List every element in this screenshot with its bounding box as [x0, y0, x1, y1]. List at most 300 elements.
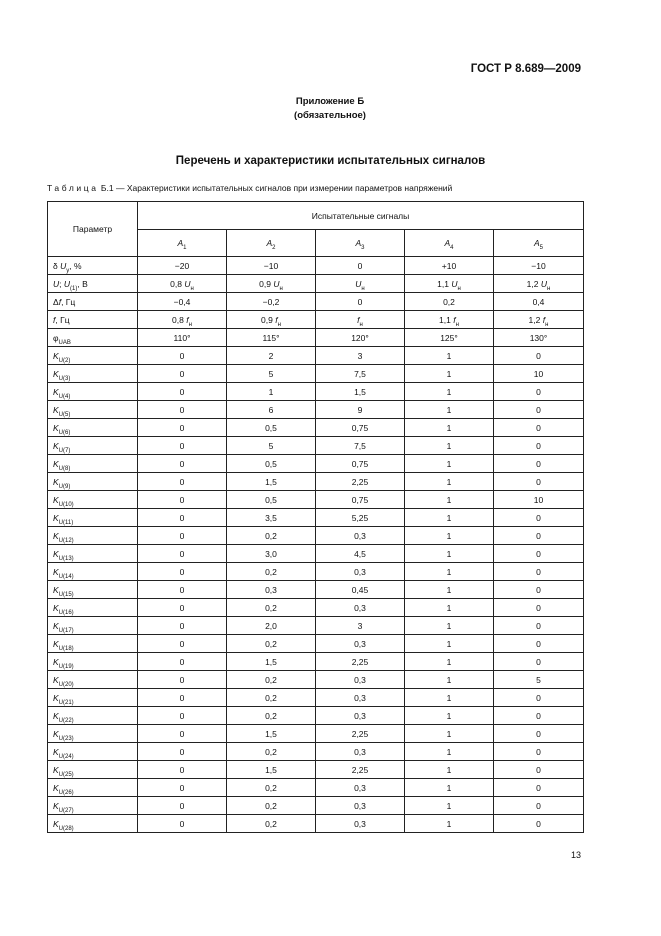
value-cell: 0,2: [227, 635, 316, 653]
value-cell: 0,3: [316, 707, 405, 725]
value-subscript: н: [361, 285, 365, 292]
value-variable: U: [540, 278, 547, 289]
param-variable: U: [60, 260, 67, 271]
value-cell: 1: [405, 689, 494, 707]
value-cell: +10: [405, 257, 494, 275]
table-row: [48, 779, 584, 797]
value-cell: 0,2: [227, 689, 316, 707]
value-variable: U: [273, 278, 280, 289]
table-caption-text: — Характеристики испытательных сигналов при измерении параметров напряжений: [115, 183, 453, 193]
table-row: [48, 797, 584, 815]
signal-subscript: 1: [183, 245, 187, 251]
value-variable: U: [184, 278, 191, 289]
param-variable: K: [53, 746, 59, 757]
value-cell: 0: [138, 581, 227, 599]
value-cell: 0: [138, 437, 227, 455]
param-variable: K: [53, 800, 59, 811]
table-caption: [47, 183, 452, 193]
table-row: [48, 545, 584, 563]
value-cell: 0: [138, 563, 227, 581]
value-cell: 0: [494, 779, 584, 797]
value-cell: −20: [138, 257, 227, 275]
signal-letter: A: [444, 238, 451, 248]
param-subscript: U(5): [58, 411, 71, 418]
param-variable: K: [53, 674, 59, 685]
value-cell: 1: [405, 779, 494, 797]
value-cell: 1: [405, 383, 494, 401]
value-cell: 0: [494, 707, 584, 725]
value-cell: 0: [494, 689, 584, 707]
value-cell: [494, 275, 584, 293]
value-cell: 130°: [494, 329, 584, 347]
param-cell: [48, 437, 138, 455]
table-row: [48, 491, 584, 509]
value-cell: 0: [138, 779, 227, 797]
param-variable: K: [53, 458, 59, 469]
appendix-status: (обязательное): [294, 110, 366, 121]
signal-letter: A: [533, 238, 540, 248]
value-cell: 1: [405, 599, 494, 617]
param-variable: K: [53, 548, 59, 559]
value-cell: 0: [138, 365, 227, 383]
value-cell: 0: [494, 455, 584, 473]
value-cell: 1: [405, 815, 494, 833]
param-subscript: U(26): [58, 789, 74, 796]
param-variable: U: [63, 278, 71, 289]
value-cell: 0: [494, 347, 584, 365]
table-row: [48, 743, 584, 761]
value-cell: 1: [405, 347, 494, 365]
value-cell: 0,2: [227, 563, 316, 581]
value-cell: 1: [405, 419, 494, 437]
param-subscript: U(14): [58, 573, 74, 580]
param-unit: , Гц: [61, 296, 76, 307]
value-subscript: н: [279, 285, 283, 292]
table-row: [48, 473, 584, 491]
value-cell: 10: [494, 491, 584, 509]
param-subscript: U(20): [58, 681, 74, 688]
value-cell: 1: [405, 653, 494, 671]
table-row: [48, 419, 584, 437]
value-cell: 1: [405, 797, 494, 815]
value-cell: 1: [405, 455, 494, 473]
table-row: [48, 437, 584, 455]
table-row: [48, 671, 584, 689]
param-cell: [48, 401, 138, 419]
table-row: [48, 311, 584, 329]
value-cell: 1: [405, 671, 494, 689]
param-variable: f: [58, 296, 62, 307]
value-cell: 1: [405, 707, 494, 725]
value-cell: 0,3: [316, 689, 405, 707]
value-cell: 5: [227, 365, 316, 383]
param-cell: [48, 473, 138, 491]
value-cell: 0,2: [227, 779, 316, 797]
param-cell: [48, 635, 138, 653]
value-cell: 0: [138, 545, 227, 563]
value-coefficient: 1,2: [528, 314, 543, 325]
param-cell: [48, 761, 138, 779]
value-cell: 0,45: [316, 581, 405, 599]
param-variable: K: [53, 782, 59, 793]
param-variable: K: [53, 494, 59, 505]
value-cell: 1: [405, 563, 494, 581]
param-cell: [48, 815, 138, 833]
param-variable: U: [53, 278, 60, 289]
value-cell: 0: [494, 797, 584, 815]
document-header: ГОСТ Р 8.689—2009: [470, 63, 581, 75]
value-cell: 0: [494, 383, 584, 401]
param-variable: K: [53, 638, 59, 649]
value-cell: 1: [405, 725, 494, 743]
value-cell: 3: [316, 617, 405, 635]
param-cell: [48, 293, 138, 311]
value-cell: [316, 311, 405, 329]
value-cell: [227, 275, 316, 293]
value-cell: −0,2: [227, 293, 316, 311]
value-cell: 0,3: [316, 527, 405, 545]
value-subscript: н: [455, 321, 459, 328]
value-cell: 0: [494, 599, 584, 617]
value-cell: −10: [227, 257, 316, 275]
signal-subscript: 4: [450, 245, 454, 251]
param-subscript: U(9): [58, 483, 71, 490]
page-number: 13: [570, 850, 581, 860]
table-row: [48, 257, 584, 275]
param-subscript: U(19): [58, 663, 74, 670]
param-subscript: U(18): [58, 645, 74, 652]
param-variable: K: [53, 512, 59, 523]
table-row: [48, 617, 584, 635]
param-subscript: U(6): [58, 429, 71, 436]
table-row: [48, 329, 584, 347]
param-subscript: U(13): [58, 555, 74, 562]
value-cell: 0,3: [316, 671, 405, 689]
param-unit: , Гц: [55, 314, 70, 325]
param-subscript: U(15): [58, 591, 74, 598]
value-cell: 0,2: [227, 671, 316, 689]
value-cell: 0: [494, 617, 584, 635]
value-cell: 9: [316, 401, 405, 419]
value-subscript: н: [457, 285, 461, 292]
param-variable: K: [53, 530, 59, 541]
param-variable: K: [53, 350, 59, 361]
section-title: Перечень и характеристики испытательных сигналов: [175, 155, 486, 167]
param-cell: [48, 581, 138, 599]
group-header: Испытательные сигналы: [138, 202, 584, 230]
param-cell: [48, 455, 138, 473]
value-cell: 0,2: [227, 707, 316, 725]
value-cell: 1: [227, 383, 316, 401]
value-cell: 0,3: [316, 599, 405, 617]
value-cell: 0,3: [316, 635, 405, 653]
value-cell: 1: [405, 527, 494, 545]
param-variable: K: [53, 404, 59, 415]
value-cell: [405, 311, 494, 329]
signal-letter: A: [266, 238, 273, 248]
value-cell: 0: [138, 761, 227, 779]
value-cell: 0,3: [227, 581, 316, 599]
table-row: [48, 365, 584, 383]
value-variable: U: [451, 278, 458, 289]
value-cell: 0: [138, 725, 227, 743]
value-cell: 2,0: [227, 617, 316, 635]
table-number: Б.1: [100, 183, 114, 193]
value-cell: 0,3: [316, 563, 405, 581]
value-cell: 1: [405, 743, 494, 761]
value-cell: 0: [494, 473, 584, 491]
value-cell: 1: [405, 509, 494, 527]
param-cell: [48, 689, 138, 707]
value-cell: 0,3: [316, 779, 405, 797]
value-cell: 0: [138, 653, 227, 671]
param-subscript: U(28): [58, 825, 74, 832]
table-row: [48, 401, 584, 419]
value-subscript: н: [188, 321, 192, 328]
param-variable: K: [53, 476, 59, 487]
value-cell: 3,0: [227, 545, 316, 563]
value-cell: 3,5: [227, 509, 316, 527]
value-cell: 0,2: [227, 797, 316, 815]
value-cell: 5: [494, 671, 584, 689]
table-row: [48, 563, 584, 581]
signal-header: [138, 230, 227, 257]
value-cell: 0,2: [227, 527, 316, 545]
table-label: Таблица: [47, 183, 99, 193]
param-cell: [48, 347, 138, 365]
param-subscript: (1): [70, 285, 78, 292]
value-coefficient: 1,1: [437, 278, 452, 289]
value-cell: 0: [494, 725, 584, 743]
param-cell: [48, 779, 138, 797]
value-cell: [138, 275, 227, 293]
param-subscript: U(12): [58, 537, 74, 544]
value-coefficient: 0,8: [170, 278, 185, 289]
value-cell: 2,25: [316, 653, 405, 671]
value-subscript: н: [359, 321, 363, 328]
table-row: [48, 761, 584, 779]
value-cell: 0: [494, 545, 584, 563]
appendix-heading: [265, 95, 395, 123]
param-subscript: U(25): [58, 771, 74, 778]
value-cell: 0: [138, 491, 227, 509]
value-cell: 0: [494, 401, 584, 419]
value-cell: [138, 311, 227, 329]
value-cell: 0: [138, 743, 227, 761]
value-cell: 1,5: [227, 725, 316, 743]
value-cell: [227, 311, 316, 329]
param-subscript: UAB: [58, 339, 71, 346]
param-unit: , В: [77, 278, 88, 289]
param-unit: , %: [69, 260, 82, 271]
value-cell: 1: [405, 545, 494, 563]
table-row: [48, 527, 584, 545]
param-subscript: U(7): [58, 447, 71, 454]
value-cell: 7,5: [316, 437, 405, 455]
param-cell: [48, 743, 138, 761]
value-cell: 1,5: [227, 761, 316, 779]
param-subscript: U(22): [58, 717, 74, 724]
value-cell: 0,2: [227, 599, 316, 617]
value-cell: 0,5: [227, 455, 316, 473]
param-variable: K: [53, 440, 59, 451]
value-cell: 0: [494, 761, 584, 779]
table-row: [48, 815, 584, 833]
value-cell: 6: [227, 401, 316, 419]
table-row: [48, 275, 584, 293]
value-cell: 120°: [316, 329, 405, 347]
value-cell: 1: [405, 491, 494, 509]
value-cell: 0,5: [227, 419, 316, 437]
value-cell: 0: [138, 635, 227, 653]
value-cell: 0: [138, 707, 227, 725]
value-cell: 10: [494, 365, 584, 383]
value-cell: 0,3: [316, 797, 405, 815]
param-cell: [48, 725, 138, 743]
value-cell: 0,75: [316, 455, 405, 473]
param-separator: ;: [59, 278, 64, 289]
value-cell: 0: [494, 509, 584, 527]
param-cell: [48, 527, 138, 545]
param-cell: [48, 599, 138, 617]
table-row: [48, 293, 584, 311]
param-variable: K: [53, 656, 59, 667]
param-variable: K: [53, 422, 59, 433]
value-coefficient: 0,9: [259, 278, 274, 289]
param-subscript: U(21): [58, 699, 74, 706]
table-row: [48, 383, 584, 401]
value-cell: 0: [494, 815, 584, 833]
value-cell: 110°: [138, 329, 227, 347]
signal-letter: A: [355, 238, 362, 248]
value-cell: 1,5: [316, 383, 405, 401]
value-cell: 2,25: [316, 761, 405, 779]
value-cell: 0: [494, 563, 584, 581]
param-cell: [48, 707, 138, 725]
table-row: [48, 707, 584, 725]
param-variable: K: [53, 368, 59, 379]
param-subscript: U(17): [58, 627, 74, 634]
param-cell: [48, 509, 138, 527]
param-prefix: φ: [53, 332, 59, 343]
value-variable: f: [542, 314, 546, 325]
value-variable: U: [355, 278, 362, 289]
value-cell: 2,25: [316, 473, 405, 491]
value-cell: 0,5: [227, 491, 316, 509]
value-subscript: н: [547, 285, 551, 292]
param-cell: [48, 545, 138, 563]
value-cell: 0: [138, 401, 227, 419]
value-cell: [316, 275, 405, 293]
param-cell: [48, 275, 138, 293]
value-cell: 7,5: [316, 365, 405, 383]
param-variable: K: [53, 584, 59, 595]
table-row: [48, 455, 584, 473]
value-cell: 0: [138, 419, 227, 437]
signal-subscript: 5: [539, 245, 543, 251]
value-cell: 0: [494, 743, 584, 761]
param-subscript: U(23): [58, 735, 74, 742]
param-variable: K: [53, 728, 59, 739]
value-coefficient: 1,1: [439, 314, 454, 325]
table-row: [48, 347, 584, 365]
value-cell: 1: [405, 617, 494, 635]
value-cell: −0,4: [138, 293, 227, 311]
value-cell: 1: [405, 635, 494, 653]
value-cell: 1: [405, 365, 494, 383]
value-cell: 0: [494, 635, 584, 653]
param-subscript: U(2): [58, 357, 71, 364]
value-cell: −10: [494, 257, 584, 275]
value-cell: 0: [138, 671, 227, 689]
value-coefficient: 1,2: [526, 278, 541, 289]
value-cell: 0: [138, 599, 227, 617]
value-cell: 0: [138, 455, 227, 473]
value-cell: 0,4: [494, 293, 584, 311]
param-cell: [48, 383, 138, 401]
value-variable: f: [186, 314, 189, 325]
value-cell: 0: [138, 383, 227, 401]
param-cell: [48, 419, 138, 437]
value-cell: [494, 311, 584, 329]
signal-header: [227, 230, 316, 257]
value-cell: 0: [138, 527, 227, 545]
table-row: [48, 653, 584, 671]
value-cell: 2: [227, 347, 316, 365]
param-variable: K: [53, 386, 59, 397]
value-cell: 0,2: [227, 815, 316, 833]
appendix-title: Приложение Б: [295, 96, 365, 107]
value-cell: 0: [316, 293, 405, 311]
param-subscript: U(11): [58, 519, 74, 526]
value-cell: 125°: [405, 329, 494, 347]
value-cell: 0: [138, 509, 227, 527]
value-cell: 0,2: [227, 743, 316, 761]
param-variable: K: [53, 818, 59, 829]
signal-subscript: 3: [361, 245, 365, 251]
param-cell: [48, 617, 138, 635]
param-variable: K: [53, 764, 59, 775]
value-cell: 1: [405, 581, 494, 599]
signal-letter: A: [177, 238, 184, 248]
value-cell: 1,5: [227, 473, 316, 491]
value-cell: 0: [138, 617, 227, 635]
param-cell: [48, 311, 138, 329]
table-row: [48, 509, 584, 527]
value-cell: 115°: [227, 329, 316, 347]
param-prefix: δ: [53, 260, 61, 271]
param-variable: f: [53, 314, 56, 325]
param-subscript: U(8): [58, 465, 71, 472]
value-cell: 1,5: [227, 653, 316, 671]
value-cell: 0: [494, 437, 584, 455]
table-row: [48, 581, 584, 599]
signal-header: [316, 230, 405, 257]
param-header: Параметр: [48, 202, 138, 257]
param-cell: [48, 329, 138, 347]
param-cell: [48, 671, 138, 689]
value-cell: 0: [138, 473, 227, 491]
param-subscript: U(4): [58, 393, 71, 400]
value-cell: 0,75: [316, 491, 405, 509]
signals-table: [47, 201, 584, 833]
param-variable: K: [53, 566, 59, 577]
param-variable: K: [53, 620, 59, 631]
param-subscript: U(16): [58, 609, 74, 616]
value-cell: 4,5: [316, 545, 405, 563]
param-cell: [48, 491, 138, 509]
value-cell: 5: [227, 437, 316, 455]
